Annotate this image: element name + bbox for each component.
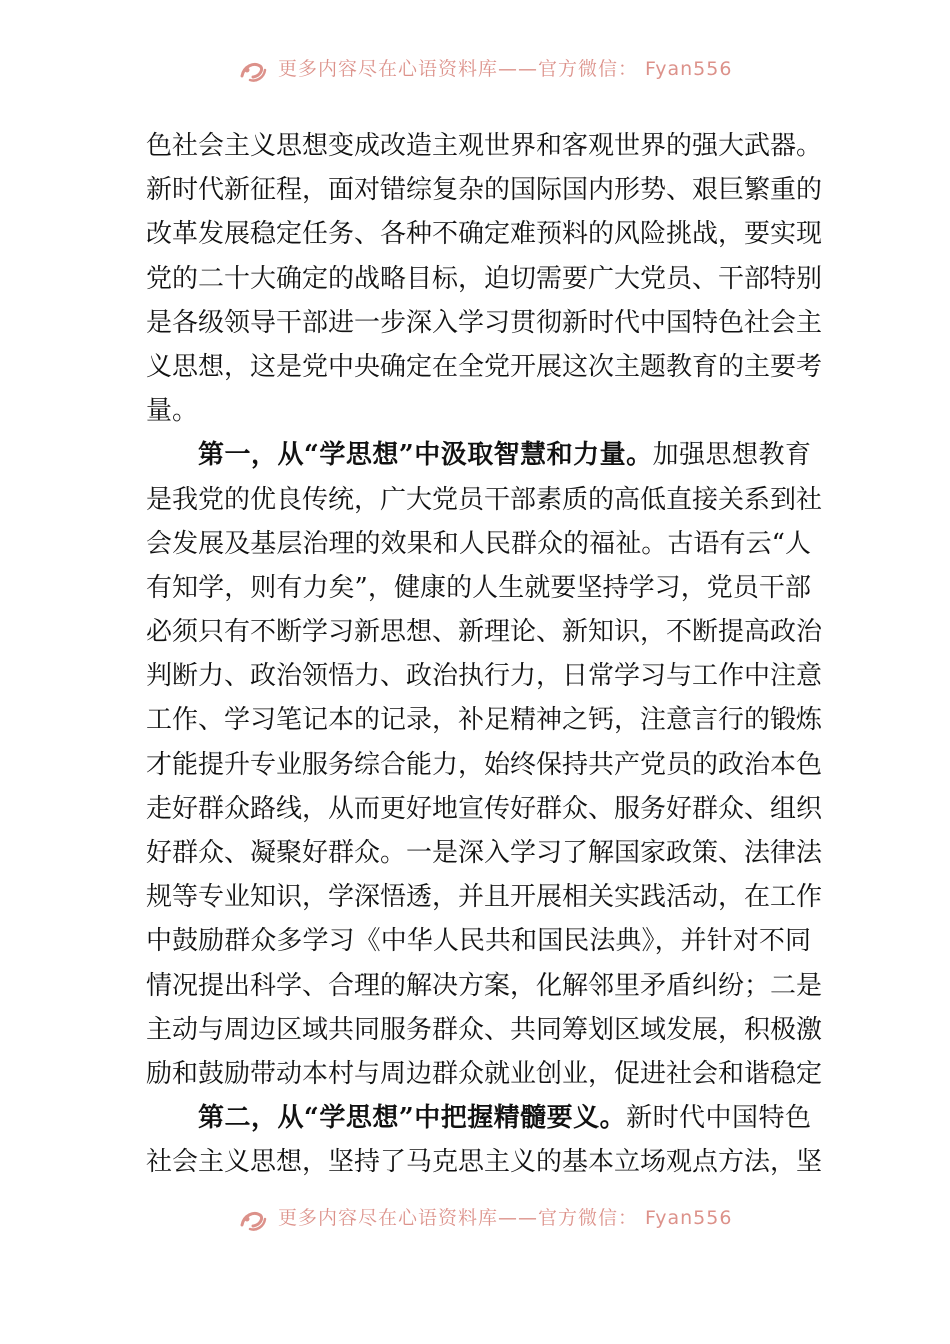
text-line: 会发展及基层治理的效果和人民群众的福祉。古语有云“人 (146, 528, 811, 559)
paragraph-1 (146, 124, 823, 433)
text-line: 好群众、凝聚好群众。一是深入学习了解国家政策、法律法 (146, 838, 823, 868)
document-body (146, 124, 823, 1185)
text-span: 新时代中国特色 (626, 1103, 811, 1134)
paragraph-2 (146, 433, 823, 1096)
paragraph-2-first-line (146, 433, 811, 477)
text-line: 是各级领导干部进一步深入学习贯彻新时代中国特色社会主 (146, 307, 823, 338)
logo-icon (238, 1205, 268, 1235)
text-span: 加强思想教育 (652, 440, 811, 471)
text-line: 量。 (146, 396, 199, 427)
text-line: 改革发展稳定任务、各种不确定难预料的风险挑战，要实现 (146, 219, 823, 250)
text-line: 义思想，这是党中央确定在全党开展这次主题教育的主要考 (146, 351, 823, 382)
text-line: 励和鼓励带动本村与周边群众就业创业，促进社会和谐稳定 (146, 1058, 823, 1089)
section-heading-2: 第二，从“学思想”中把握精髓要义。 (198, 1103, 627, 1134)
text-line: 必须只有不断学习新思想、新理论、新知识，不断提高政治 (146, 617, 823, 648)
text-line: 有知学，则有力矣”，健康的人生就要坚持学习，党员干部 (146, 572, 811, 603)
text-line: 判断力、政治领悟力、政治执行力，日常学习与工作中注意 (146, 661, 823, 692)
footer-watermark-text: 更多内容尽在心语资料库——官方微信： Fyan556 (278, 1206, 733, 1229)
text-line: 社会主义思想，坚持了马克思主义的基本立场观点方法，坚 (146, 1147, 823, 1178)
footer-watermark (0, 1205, 950, 1235)
text-line: 规等专业知识，学深悟透，并且开展相关实践活动，在工作 (146, 882, 823, 913)
text-line: 才能提升专业服务综合能力，始终保持共产党员的政治本色 (146, 749, 823, 780)
section-heading-1: 第一，从“学思想”中汲取智慧和力量。 (198, 440, 653, 471)
text-line: 走好群众路线，从而更好地宣传好群众、服务好群众、组织 (146, 793, 823, 824)
header-watermark (0, 56, 950, 86)
text-line: 是我党的优良传统，广大党员干部素质的高低直接关系到社 (146, 484, 823, 515)
text-line: 中鼓励群众多学习《中华人民共和国民法典》，并针对不同 (146, 926, 811, 957)
logo-icon (238, 56, 268, 86)
text-line: 情况提出科学、合理的解决方案，化解邻里矛盾纠纷；二是 (146, 970, 823, 1001)
text-line: 党的二十大确定的战略目标，迫切需要广大党员、干部特别 (146, 263, 823, 294)
text-line: 色社会主义思想变成改造主观世界和客观世界的强大武器。 (146, 131, 823, 161)
text-line: 新时代新征程，面对错综复杂的国际国内形势、艰巨繁重的 (146, 175, 823, 206)
paragraph-3-first-line (146, 1096, 811, 1140)
paragraph-3 (146, 1096, 823, 1184)
header-watermark-text: 更多内容尽在心语资料库——官方微信： Fyan556 (278, 57, 733, 80)
text-line: 工作、学习笔记本的记录，补足精神之钙，注意言行的锻炼 (146, 705, 823, 736)
text-line: 主动与周边区域共同服务群众、共同筹划区域发展，积极激 (146, 1014, 823, 1045)
